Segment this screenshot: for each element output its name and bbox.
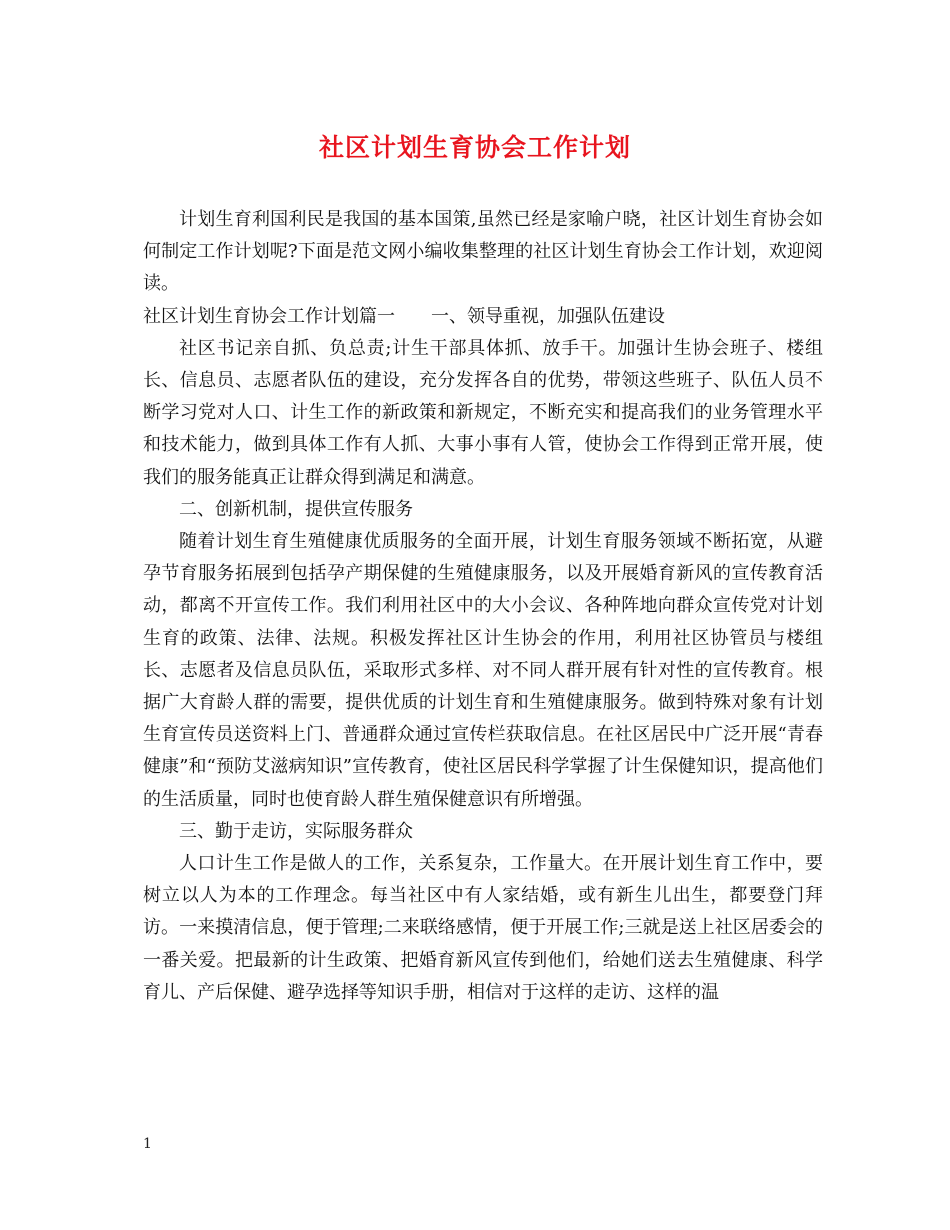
- section-one-paragraph: 社区书记亲自抓、负总责;计生干部具体抓、放手干。加强计生协会班子、楼组长、信息员、志愿者队伍的建设，充分发挥各自的优势，带领这些班子、队伍人员不断学习党对人口、计生工作的新政策和新规定，不断充实和提高我们的业务管理水平和技术能力，做到具体工作有人抓、大事小事有人管，使协会工作得到正常开展，使我们的服务能真正让群众得到满足和满意。: [143, 337, 823, 488]
- intro-paragraph: 计划生育利国利民是我国的基本国策,虽然已经是家喻户晓，社区计划生育协会如何制定工作计划呢?下面是范文网小编收集整理的社区计划生育协会工作计划，欢迎阅读。: [143, 209, 823, 295]
- document-title: 社区计划生育协会工作计划: [318, 133, 631, 162]
- page-number: 1: [143, 1136, 152, 1152]
- document-body: [143, 204, 823, 1009]
- section-heading-three: 三、勤于走访，实际服务群众: [179, 820, 413, 842]
- section-heading-one: 社区计划生育协会工作计划篇一 一、领导重视，加强队伍建设: [143, 305, 665, 327]
- section-three-paragraph: 人口计生工作是做人的工作，关系复杂，工作量大。在开展计划生育工作中，要树立以人为本的工作理念。每当社区中有人家结婚，或有新生儿出生，都要登门拜访。一来摸清信息，便于管理;二来联络感情，便于开展工作;三就是送上社区居委会的一番关爱。把最新的计生政策、把婚育新风宣传到他们，给她们送去生殖健康、科学育儿、产后保健、避孕选择等知识手册，相信对于这样的走访、这样的温: [143, 853, 823, 1003]
- section-two-paragraph: 随着计划生育生殖健康优质服务的全面开展，计划生育服务领域不断拓宽，从避孕节育服务拓展到包括孕产期保健的生殖健康服务，以及开展婚育新风的宣传教育活动，都离不开宣传工作。我们利用社区中的大小会议、各种阵地向群众宣传党对计划生育的政策、法律、法规。积极发挥社区计生协会的作用，利用社区协管员与楼组长、志愿者及信息员队伍，采取形式多样、对不同人群开展有针对性的宣传教育。根据广大育龄人群的需要，提供优质的计划生育和生殖健康服务。做到特殊对象有计划生育宣传员送资料上门、普通群众通过宣传栏获取信息。在社区居民中广泛开展“青春健康”和“预防艾滋病知识”宣传教育，使社区居民科学掌握了计生保健知识，提高他们的生活质量，同时也使育龄人群生殖保健意识有所增强。: [143, 531, 823, 810]
- section-heading-two: 二、创新机制，提供宣传服务: [179, 498, 413, 520]
